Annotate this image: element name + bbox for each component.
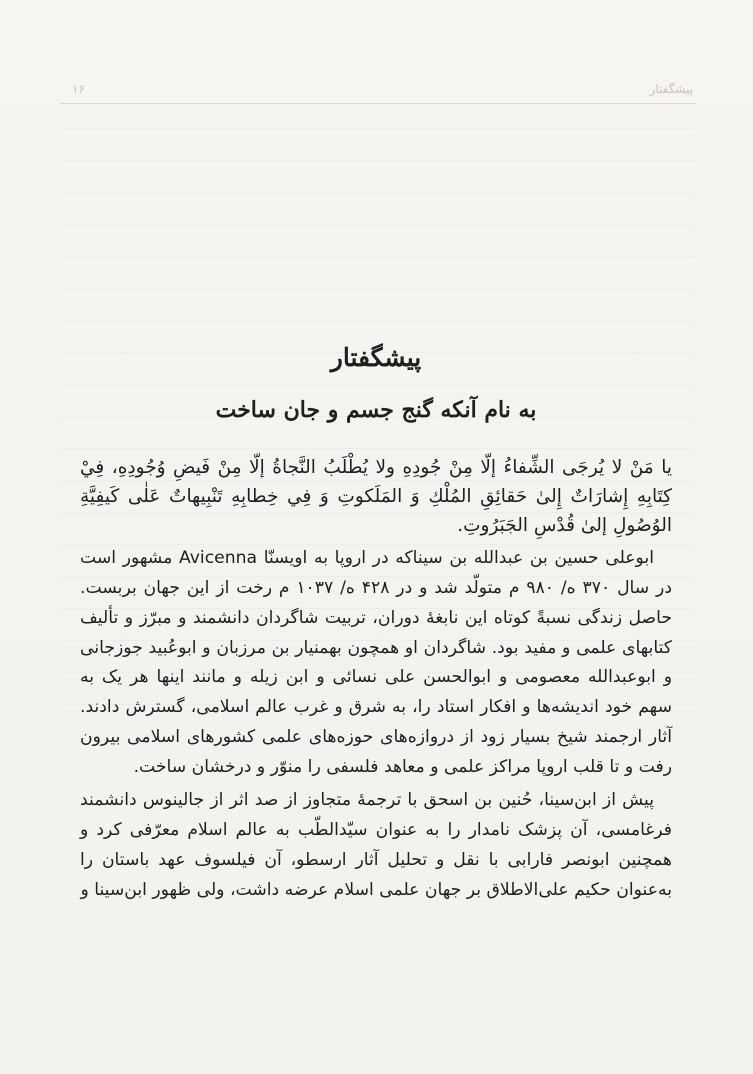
arabic-quote: يا مَنْ لا يُرجَى الشِّفاءُ إلّا مِنْ جُودِهِ ولا يُطْلَبُ النَّجاةُ إلّا مِنْ فَيضِ وُجُودِهِ، فِيْ كِتَابِهِ إِشارَاتٌ إِلیٰ حَقائِقِ المُلْكِ وَ المَلَكوتِ وَ فِي خِطابِهِ تَنْبِيهاتٌ عَلٰى كَيفِيَّةِ الوُصُولِ إلىٰ قُدْسِ الجَبَرُوتِ. xyxy=(80,456,672,537)
paragraph-1-text-after-latin: مشهور است در سال ۳۷۰ ه/ ۹۸۰ م متولّد شد و در ۴۲۸ ه/ ۱۰۳۷ م رخت از این جهان بربست. حاصل زندگی نسبةً کوتاه این نابغهٔ دوران، تربیت شاگردان دانشمند و مبرّز و تألیف کتابهای علمی و مفید بود. شاگردان او همچون بهمنیار بن مرزبان و ابوعُبید جوزجانی و ابوعبدالله معصومی و ابوالحسن علی نسائی و ابن زیله و مانند اینها هر یک به سهم خود اندیشه‌ها و افکار استاد را، به شرق و غرب عالم اسلامی، گسترش دادند. آثار ارجمند شیخ بسیار زود از دروازه‌های حوزه‌های علمی کشورهای اسلامی بیرون رفت و تا قلب اروپا مراکز علمی و معاهد فلسفی را منوّر و درخشان ساخت. xyxy=(80,548,672,777)
paragraph-2: پیش از ابن‌سینا، حُنین بن اسحق با ترجمهٔ متجاوز از صد اثر از جالینوس دانشمند فرغامسی، آن پزشک نامدار را به عنوان سیّدالطّب به عالم اسلام معرّفی کرد و همچنین ابونصر فارابی با نقل و تحلیل آثار ارسطو، آن فیلسوف عهد باستان را به‌عنوان حکیم علی‌الاطلاق بر جهان علمی اسلام عرضه داشت، ولی ظهور ابن‌سینا و xyxy=(80,790,672,900)
header-divider xyxy=(60,103,695,104)
page-subtitle: به نام آنکه گنج جسم و جان ساخت xyxy=(215,397,537,424)
page-number: ۱۶ xyxy=(72,82,85,96)
paragraph-1-text-before-latin: ابوعلی حسین بن عبدالله بن سیناکه در اروپا به اویسنّا xyxy=(263,548,654,569)
latin-name: Avicenna xyxy=(179,548,258,569)
running-header: پیشگفتار xyxy=(649,82,693,96)
page-title: پیشگفتار xyxy=(330,343,422,372)
paragraph-1 xyxy=(80,544,672,782)
main-content xyxy=(80,342,672,909)
